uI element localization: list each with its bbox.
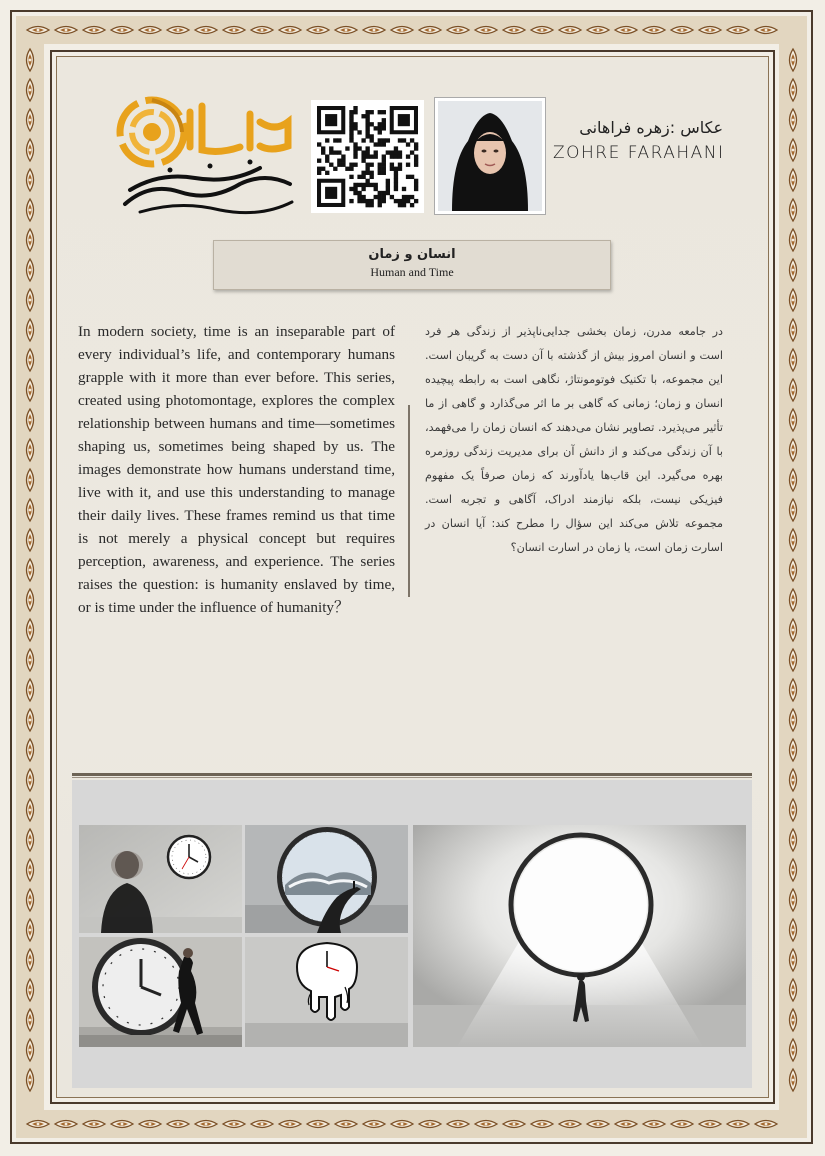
photo-man-pushing-clock[interactable] bbox=[79, 937, 242, 1047]
statement-english: In modern society, time is an inseparable part of every individual’s life, and contemporary humans grapple with it more than ever before. This series, created using photomontage, explores the complex relationship between humans and time—sometimes shaping us, sometimes being shaped by us. The images demonstrate how humans understand time, live with it, and use this understanding to manage their daily lives. These frames remind us that time is not merely a physical concept but requires perception, awareness, and experience. The series raises the question: is humanity enslaved by time, or is time under the influence of humanity？ bbox=[78, 323, 395, 616]
photo-man-walking-clock[interactable] bbox=[79, 825, 242, 933]
photo-melting-clock[interactable] bbox=[245, 937, 408, 1047]
qr-code[interactable] bbox=[311, 100, 424, 213]
photographer-portrait bbox=[435, 98, 545, 214]
statement-persian: در جامعه مدرن، زمان بخشی جدایی‌ناپذیر از زندگی هر فرد است و انسان امروز بیش از گذشته با آن دست به گریبان است. این مجموعه، با تکنیک فوتومونتاژ، نگاهی است به رابطه پیچیده انسان و زمان؛ زمانی که گاهی بر ما اثر می‌گذارد و گاهی از ما تأثیر می‌پذیرد. تصاویر نشان می‌دهند که انسان زمان را می‌فهمد، با آن زندگی می‌کند و از دانش آن برای مدیریت زندگی روزمره بهره می‌گیرد. این قاب‌ها یادآورند که زمان صرفاً یک مفهوم فیزیکی نیست، بلکه نیازمند ادراک، آگاهی و تجربه است. مجموعه تلاش می‌کند این سؤال را مطرح کند: آیا انسان در اسارت زمان است، یا زمان در اسارت انسان؟ bbox=[425, 325, 723, 554]
photographer-name-block bbox=[553, 118, 738, 163]
strip-top-rule-thin bbox=[72, 777, 752, 778]
school-logo bbox=[110, 92, 300, 222]
photo-glowing-portal[interactable] bbox=[413, 825, 746, 1047]
photographer-name-fa: عکاس :زهره فراهانی bbox=[579, 118, 723, 137]
photographer-name-en: ZOHRE FARAHANI bbox=[553, 143, 725, 163]
series-title-box bbox=[213, 240, 611, 290]
series-title-en: Human and Time bbox=[370, 265, 454, 279]
logo-swirl-icon bbox=[120, 100, 184, 164]
column-divider bbox=[408, 405, 410, 597]
photo-portal-road[interactable] bbox=[245, 825, 408, 933]
series-title-fa: انسان و زمان bbox=[368, 247, 456, 262]
strip-top-rule bbox=[72, 773, 752, 776]
